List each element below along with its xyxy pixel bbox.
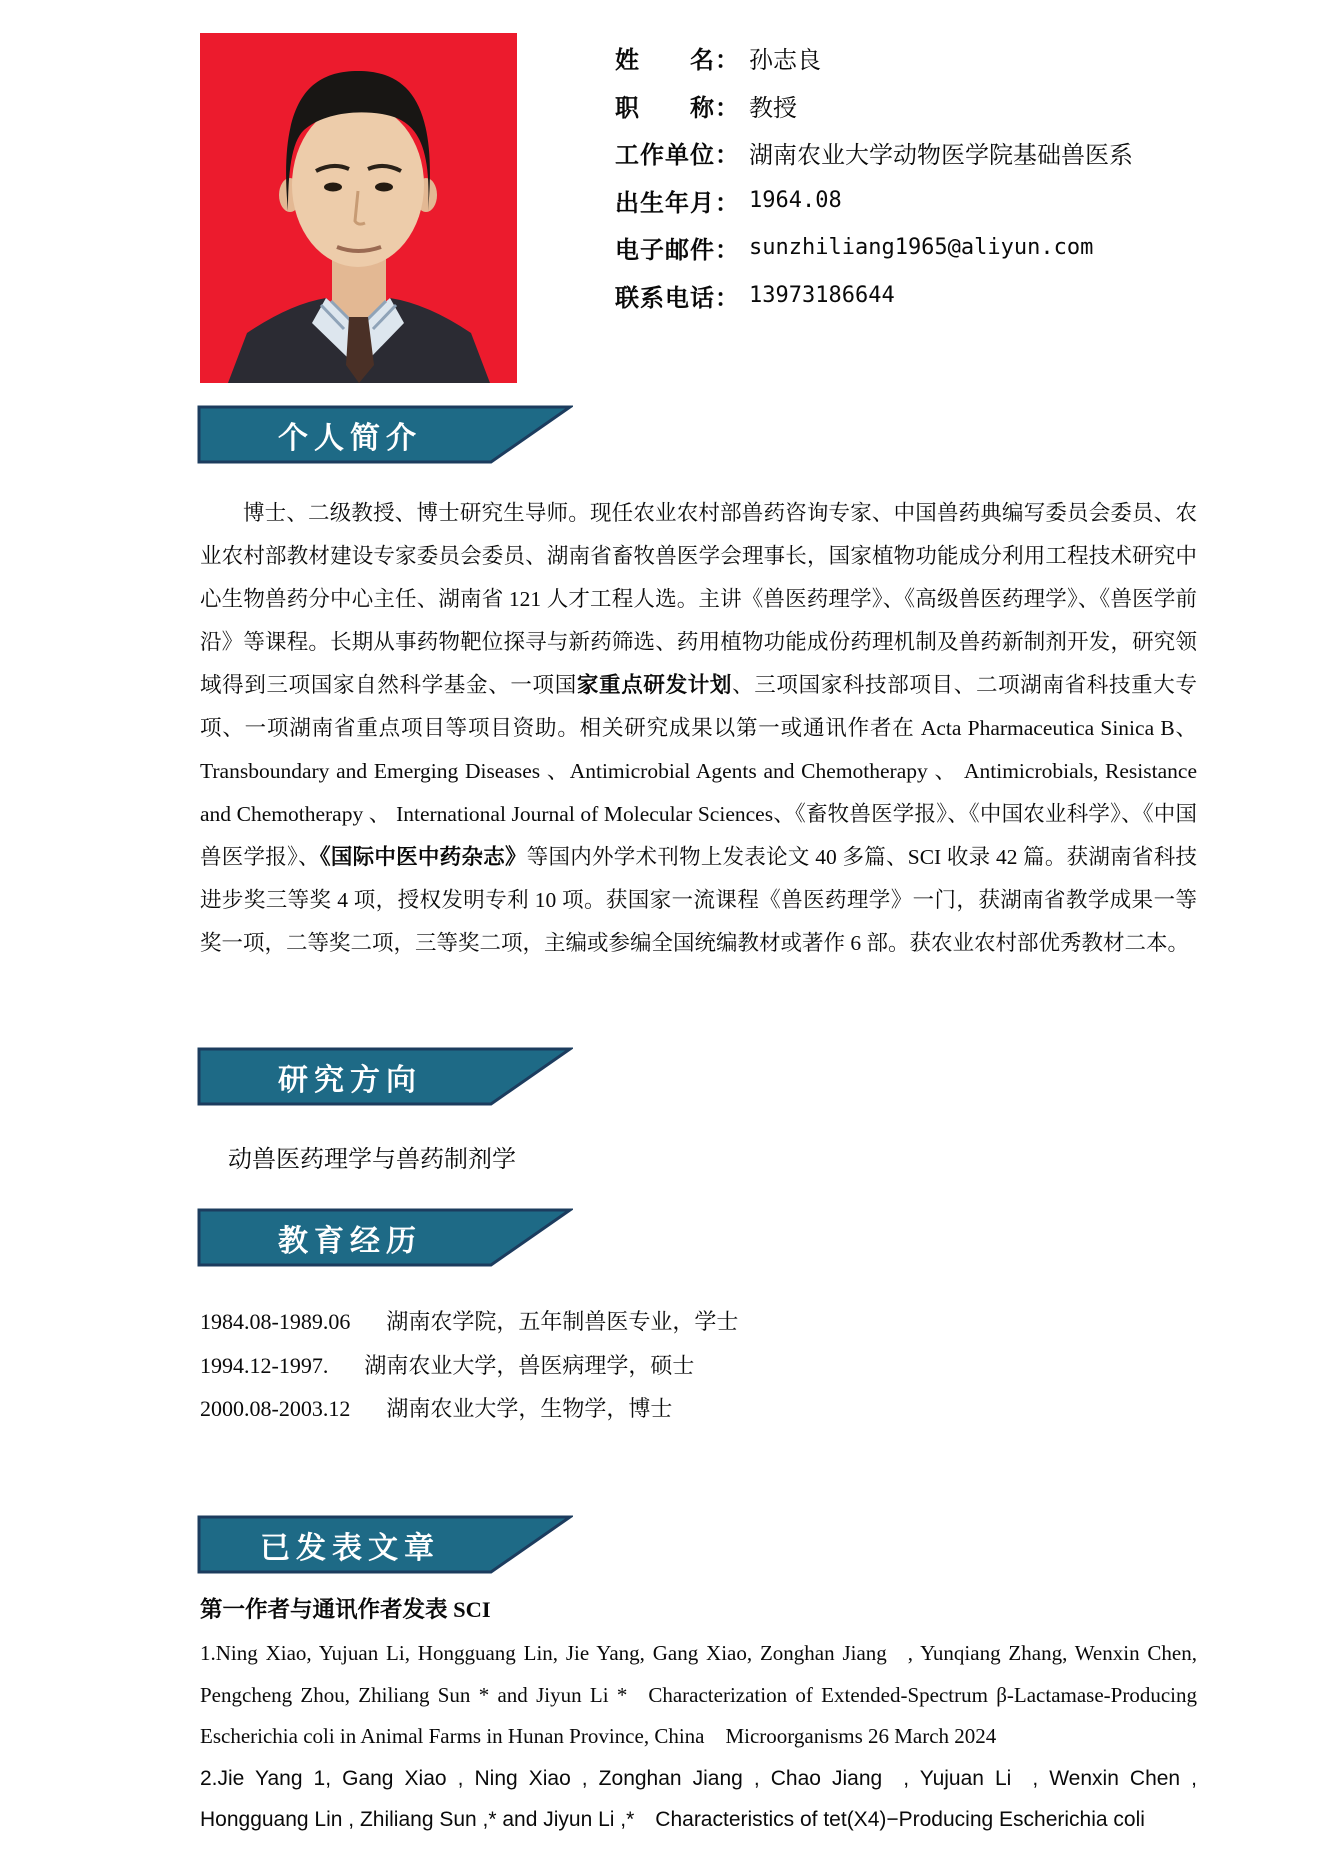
title-label: 职 称：	[615, 94, 740, 122]
education-period: 2000.08-2003.12	[200, 1396, 351, 1421]
section-title-intro: 个人简介	[278, 422, 422, 455]
info-row-phone	[615, 272, 1275, 320]
section-banner-education	[197, 1208, 573, 1268]
publications-subtitle: 第一作者与通讯作者发表 SCI	[200, 1597, 491, 1622]
research-direction-text: 动兽医药理学与兽药制剂学	[228, 1146, 516, 1173]
section-banner-intro	[197, 405, 573, 465]
title-value: 教授	[749, 94, 797, 122]
birthdate-value: 1964.08	[749, 187, 842, 213]
education-row	[200, 1344, 1197, 1388]
intro-run-1: 博士、二级教授、博士研究生导师。现任农业农村部兽药咨询专家、中国兽药典编写委员会委员、农业农村部教材建设专家委员会委员、湖南省畜牧兽医学会理事长，国家植物功能成分利用工程技术研究中心生物兽药分中心主任、湖南省 121 人才工程人选。主讲《兽医药理学》、《高级兽医药理学》、《兽医学前沿》等课程。长期从事药物靶位探寻与新药筛选、药用植物功能成份药理机制及兽药新制剂开发，研究领域得到三项国家自然科学基金、一项国	[200, 501, 1197, 697]
info-row-name	[615, 34, 1275, 82]
education-list	[200, 1300, 1197, 1431]
education-period: 1984.08-1989.06	[200, 1309, 351, 1334]
section-banner-publications	[197, 1515, 573, 1575]
workplace-value: 湖南农业大学动物医学院基础兽医系	[749, 142, 1133, 170]
info-row-email	[615, 224, 1275, 272]
info-row-workplace	[615, 129, 1275, 177]
section-banner-research	[197, 1047, 573, 1107]
education-detail: 湖南农业大学，生物学，博士	[386, 1396, 673, 1421]
section-title-education: 教育经历	[278, 1225, 422, 1258]
intro-bold-journal: 《国际中医中药杂志》	[319, 845, 527, 869]
publications-section	[200, 1593, 1197, 1841]
profile-photo	[200, 33, 517, 383]
education-period: 1994.12-1997.	[200, 1352, 329, 1378]
publication-item-2: 2.Jie Yang 1, Gang Xiao , Ning Xiao , Zonghan Jiang , Chao Jiang , Yujuan Li , Wenxin Chen , Hongguang Lin , Zhiliang Sun ,* and Jiyun Li ,* Characteristics of tet(X4)−Producing Escherichia coli	[200, 1766, 1197, 1831]
publication-item-1: 1.Ning Xiao, Yujuan Li, Hongguang Lin, Jie Yang, Gang Xiao, Zonghan Jiang , Yunqiang Zhang, Wenxin Chen, Pengcheng Zhou, Zhiliang Sun * and Jiyun Li * Characterization of Extended-Spectrum β-Lactamase-Producing Escherichia coli in Animal Farms in Hunan Province, China Microorganisms 26 March 2024	[200, 1641, 1197, 1748]
name-value: 孙志良	[749, 47, 821, 75]
info-row-birthdate	[615, 177, 1275, 225]
personal-info-list	[615, 34, 1275, 319]
birthdate-label: 出生年月：	[615, 189, 740, 217]
intro-bold-key-program: 家重点研发计划	[576, 673, 733, 697]
intro-run-3: 等国内外学术刊物上发表论文 40 多篇、SCI 收录 42 篇。获湖南省科技进步奖三等奖 4 项，授权发明专利 10 项。获国家一流课程《兽医药理学》一门，获湖南省教学成果一等奖一项，二等奖二项，三等奖二项，主编或参编全国统编教材或著作 6 部。获农业农村部优秀教材二本。	[200, 845, 1197, 955]
workplace-label: 工作单位：	[615, 142, 740, 170]
section-title-publications: 已发表文章	[260, 1532, 440, 1565]
phone-value: 13973186644	[749, 282, 895, 308]
info-row-title	[615, 82, 1275, 130]
section-title-research: 研究方向	[278, 1064, 422, 1097]
email-label: 电子邮件：	[615, 237, 740, 265]
name-label: 姓 名：	[615, 47, 740, 75]
education-detail: 湖南农业大学，兽医病理学，硕士	[364, 1352, 695, 1378]
education-row	[200, 1300, 1197, 1344]
email-value: sunzhiliang1965@aliyun.com	[749, 235, 1094, 261]
education-detail: 湖南农学院，五年制兽医专业，学士	[386, 1309, 739, 1334]
portrait-illustration	[200, 33, 517, 383]
education-row	[200, 1387, 1197, 1431]
intro-run-2: 、三项国家科技部项目、二项湖南省科技重大专项、一项湖南省重点项目等项目资助。相关研究成果以第一或通讯作者在 Acta Pharmaceutica Sinica B、Transboundary and Emerging Diseases 、Antimicrobial Agents and Chemotherapy 、 Antimicrobials, Resistance and Chemotherapy 、 International Journal of Molecular Sciences、《畜牧兽医学报》、《中国农业科学》、《中国兽医学报》、	[200, 673, 1197, 869]
intro-paragraph	[200, 492, 1197, 965]
phone-label: 联系电话：	[615, 284, 740, 312]
